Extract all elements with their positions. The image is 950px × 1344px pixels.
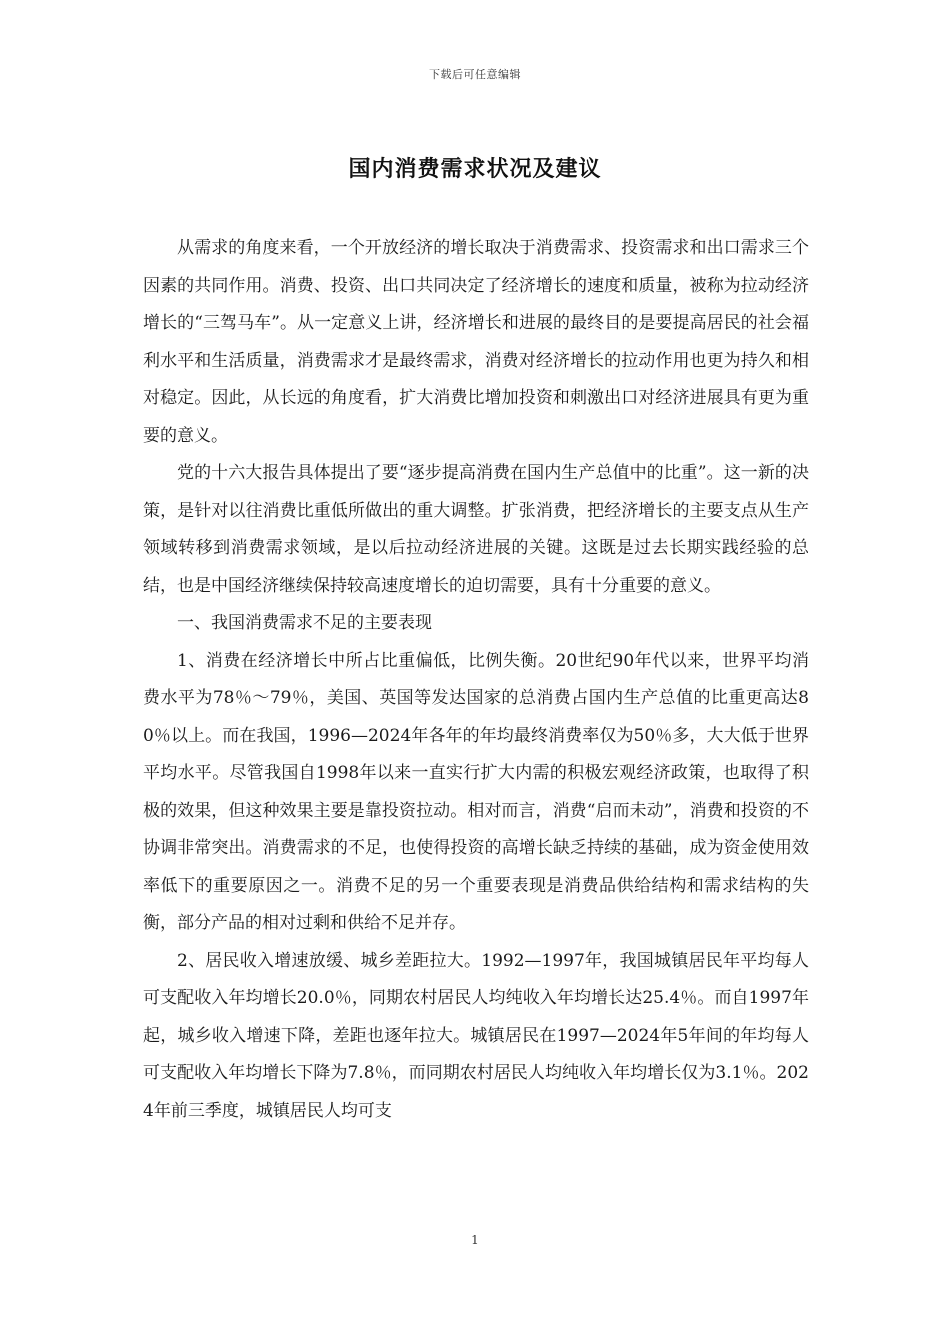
document-title: 国内消费需求状况及建议 xyxy=(348,156,602,182)
paragraph-intro: 从需求的角度来看，一个开放经济的增长取决于消费需求、投资需求和出口需求三个因素的共同作用。消费、投资、出口共同决定了经济增长的速度和质量，被称为拉动经济增长的“三驾马车”。从一定意义上讲，经济增长和进展的最终目的是要提高居民的社会福利水平和生活质量，消费需求才是最终需求，消费对经济增长的拉动作用也更为持久和相对稳定。因此，从长远的角度看，扩大消费比增加投资和刺激出口对经济进展具有更为重要的意义。 xyxy=(143,238,809,446)
paragraph-point-1: 1、消费在经济增长中所占比重偏低，比例失衡。20世纪90年代以来，世界平均消费水平为78％～79％，美国、英国等发达国家的总消费占国内生产总值的比重更高达80％以上。而在我国，1996—2024年各年的年均最终消费率仅为50％多，大大低于世界平均水平。尽管我国自1998年以来一直实行扩大内需的积极宏观经济政策，也取得了积极的效果，但这种效果主要是靠投资拉动。相对而言，消费“启而未动”，消费和投资的不协调非常突出。消费需求的不足，也使得投资的高增长缺乏持续的基础，成为资金使用效率低下的重要原因之一。消费不足的另一个重要表现是消费品供给结构和需求结构的失衡，部分产品的相对过剩和供给不足并存。 xyxy=(143,650,809,933)
header-note: 下载后可任意编辑 xyxy=(429,68,521,81)
paragraph-policy: 党的十六大报告具体提出了要“逐步提高消费在国内生产总值中的比重”。这一新的决策，是针对以往消费比重低所做出的重大调整。扩张消费，把经济增长的主要支点从生产领域转移到消费需求领域，是以后拉动经济进展的关键。这既是过去长期实践经验的总结，也是中国经济继续保持较高速度增长的迫切需要，具有十分重要的意义。 xyxy=(143,463,809,596)
page-number: 1 xyxy=(471,1233,479,1247)
paragraph-point-2: 2、居民收入增速放缓、城乡差距拉大。1992—1997年，我国城镇居民年平均每人可支配收入年均增长20.0％，同期农村居民人均纯收入年均增长达25.4％。而自1997年起，城乡收入增速下降，差距也逐年拉大。城镇居民在1997—2024年5年间的年均每人可支配收入年均增长下降为7.8％，而同期农村居民人均纯收入年均增长仅为3.1％。2024年前三季度，城镇居民人均可支 xyxy=(143,950,809,1121)
section-heading: 一、我国消费需求不足的主要表现 xyxy=(177,613,432,633)
document-body xyxy=(143,230,809,1130)
